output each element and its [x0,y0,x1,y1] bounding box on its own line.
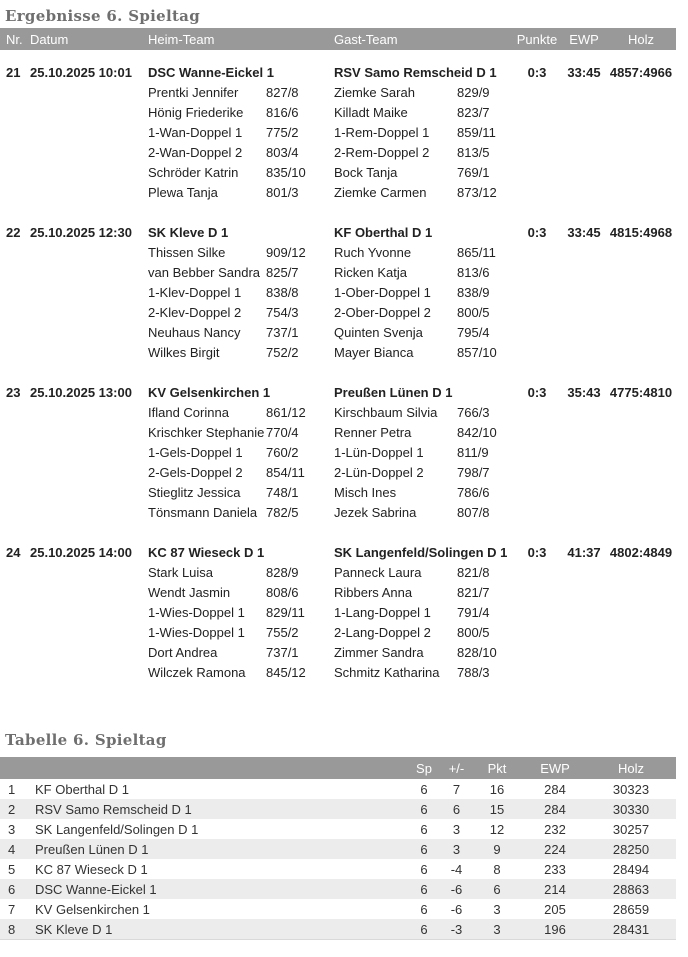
col-header-pkt: Pkt [487,760,507,776]
player-row [0,582,676,602]
home-player-score: 803/4 [266,144,299,160]
match-summary-row [0,382,676,402]
guest-player-name: 2-Lün-Doppel 2 [334,464,424,480]
home-player-name: van Bebber Sandra [148,264,261,280]
match-ewp: 35:43 [567,384,601,400]
guest-player-name: Killadt Maike [334,104,408,120]
guest-player-score: 769/1 [457,164,490,180]
guest-player-name: Renner Petra [334,424,412,440]
standings-holz: 28494 [612,861,650,877]
home-player-name: Neuhaus Nancy [148,324,241,340]
home-player-score: 755/2 [266,624,299,640]
standings-sp: 6 [420,861,428,877]
guest-player-name: Jezek Sabrina [334,504,417,520]
guest-player-score: 857/10 [457,344,497,360]
standings-holz: 28250 [612,841,650,857]
col-header-heim: Heim-Team [148,31,215,47]
guest-player-name: Schmitz Katharina [334,664,440,680]
player-row [0,462,676,482]
match-nr: 24 [6,544,21,560]
col-header-ewp2: EWP [540,760,570,776]
player-row [0,442,676,462]
guest-player-score: 795/4 [457,324,490,340]
standings-plusminus: 3 [452,821,461,837]
standings-pkt: 3 [493,901,501,917]
standings-rank: 6 [8,881,16,897]
standings-holz: 30323 [612,781,650,797]
guest-player-score: 807/8 [457,504,490,520]
guest-player-name: Ruch Yvonne [334,244,412,260]
guest-player-name: 1-Rem-Doppel 1 [334,124,430,140]
home-player-score: 760/2 [266,444,299,460]
player-row [0,622,676,642]
standings-holz: 30330 [612,801,650,817]
home-player-score: 754/3 [266,304,299,320]
player-row [0,422,676,442]
standings-pkt: 16 [489,781,505,797]
guest-player-name: Quinten Svenja [334,324,423,340]
home-player-name: Prentki Jennifer [148,84,239,100]
standings-pkt: 8 [493,861,501,877]
guest-player-score: 811/9 [457,444,489,460]
standings-rank: 5 [8,861,16,877]
standings-body [0,779,676,940]
results-title: Ergebnisse 6. Spieltag [5,7,200,25]
standings-row [0,899,676,919]
home-player-score: 829/11 [266,604,305,620]
home-player-score: 782/5 [266,504,299,520]
match-summary-row [0,62,676,82]
standings-ewp: 196 [544,921,566,937]
guest-player-score: 791/4 [457,604,490,620]
player-row [0,342,676,362]
home-player-name: Wilczek Ramona [148,664,246,680]
standings-team: KF Oberthal D 1 [35,781,129,797]
player-row [0,102,676,122]
standings-pkt: 9 [493,841,501,857]
col-header-plusminus: +/- [448,760,465,776]
player-row [0,562,676,582]
home-player-name: 1-Wan-Doppel 1 [148,124,243,140]
player-row [0,642,676,662]
standings-team: DSC Wanne-Eickel 1 [35,881,157,897]
standings-row [0,819,676,839]
guest-player-score: 821/7 [457,584,490,600]
match-date: 25.10.2025 12:30 [30,224,132,240]
player-row [0,142,676,162]
home-player-name: 1-Wies-Doppel 1 [148,604,245,620]
home-player-score: 808/6 [266,584,299,600]
player-row [0,662,676,682]
player-row [0,242,676,262]
match-ewp: 33:45 [567,64,601,80]
guest-player-name: Ricken Katja [334,264,407,280]
guest-player-score: 829/9 [457,84,490,100]
guest-player-name: Bock Tanja [334,164,398,180]
standings-team: RSV Samo Remscheid D 1 [35,801,192,817]
results-table-header [0,28,676,50]
player-row [0,162,676,182]
guest-team-name: KF Oberthal D 1 [334,224,433,240]
player-row [0,262,676,282]
standings-rank: 1 [8,781,16,797]
guest-player-name: 2-Ober-Doppel 2 [334,304,431,320]
standings-plusminus: -4 [450,861,463,877]
standings-ewp: 205 [544,901,566,917]
home-player-name: Plewa Tanja [148,184,218,200]
standings-plusminus: -6 [450,881,463,897]
home-player-score: 801/3 [266,184,299,200]
match-players [0,82,688,202]
guest-player-score: 865/11 [457,244,496,260]
guest-player-score: 828/10 [457,644,497,660]
match-summary-row [0,222,676,242]
home-player-score: 827/8 [266,84,299,100]
home-player-name: Ifland Corinna [148,404,229,420]
standings-team: SK Langenfeld/Solingen D 1 [35,821,199,837]
standings-team: SK Kleve D 1 [35,921,113,937]
home-player-score: 748/1 [266,484,299,500]
guest-team-name: RSV Samo Remscheid D 1 [334,64,497,80]
guest-player-score: 859/11 [457,124,496,140]
guest-player-score: 821/8 [457,564,490,580]
standings-row [0,799,676,819]
guest-player-name: 1-Lang-Doppel 1 [334,604,431,620]
player-row [0,282,676,302]
col-header-punkte: Punkte [516,31,558,47]
home-team-name: KC 87 Wieseck D 1 [148,544,265,560]
home-player-name: 1-Klev-Doppel 1 [148,284,242,300]
guest-player-name: Kirschbaum Silvia [334,404,438,420]
match-holz: 4802:4849 [609,544,673,560]
standings-rank: 2 [8,801,16,817]
player-row [0,302,676,322]
guest-player-score: 788/3 [457,664,490,680]
match-nr: 23 [6,384,21,400]
standings-sp: 6 [420,821,428,837]
standings-ewp: 284 [544,781,566,797]
home-player-score: 854/11 [266,464,305,480]
match-players [0,242,688,362]
standings-sp: 6 [420,841,428,857]
guest-player-score: 813/6 [457,264,490,280]
guest-player-score: 798/7 [457,464,490,480]
standings-rank: 8 [8,921,16,937]
standings-plusminus: -6 [450,901,463,917]
guest-player-name: Ziemke Carmen [334,184,427,200]
match-holz: 4775:4810 [609,384,673,400]
col-header-nr: Nr. [6,31,23,47]
match-block [0,62,688,202]
standings-plusminus: 6 [452,801,461,817]
standings-title: Tabelle 6. Spieltag [5,731,167,749]
match-block [0,222,688,362]
standings-ewp: 214 [544,881,566,897]
guest-player-score: 786/6 [457,484,490,500]
guest-player-name: Misch Ines [334,484,397,500]
standings-pkt: 3 [493,921,501,937]
guest-player-name: Ribbers Anna [334,584,413,600]
home-player-score: 835/10 [266,164,306,180]
col-header-ewp: EWP [569,31,599,47]
home-player-score: 861/12 [266,404,306,420]
home-player-name: 1-Gels-Doppel 1 [148,444,243,460]
guest-player-name: 1-Lün-Doppel 1 [334,444,424,460]
standings-team: KC 87 Wieseck D 1 [35,861,148,877]
standings-sp: 6 [420,901,428,917]
standings-pkt: 6 [493,881,501,897]
guest-team-name: Preußen Lünen D 1 [334,384,453,400]
standings-holz: 28863 [612,881,650,897]
standings-row [0,919,676,939]
standings-row [0,779,676,799]
standings-sp: 6 [420,881,428,897]
home-player-name: Schröder Katrin [148,164,239,180]
standings-row [0,879,676,899]
standings-ewp: 232 [544,821,566,837]
guest-player-score: 766/3 [457,404,490,420]
match-players [0,402,688,522]
match-date: 25.10.2025 13:00 [30,384,132,400]
standings-team: Preußen Lünen D 1 [35,841,149,857]
standings-holz: 28431 [612,921,650,937]
player-row [0,502,676,522]
home-player-name: Krischker Stephanie [148,424,265,440]
standings-table-header [0,757,676,779]
guest-player-score: 873/12 [457,184,497,200]
guest-player-score: 842/10 [457,424,497,440]
home-player-name: Wendt Jasmin [148,584,231,600]
guest-player-score: 800/5 [457,624,490,640]
match-points: 0:3 [527,224,547,240]
home-player-score: 828/9 [266,564,299,580]
match-points: 0:3 [527,384,547,400]
home-team-name: SK Kleve D 1 [148,224,229,240]
col-header-holz: Holz [627,31,654,47]
match-date: 25.10.2025 10:01 [30,64,132,80]
home-player-name: 1-Wies-Doppel 1 [148,624,245,640]
home-player-name: Tönsmann Daniela [148,504,258,520]
home-player-score: 816/6 [266,104,299,120]
player-row [0,602,676,622]
standings-pkt: 12 [489,821,505,837]
guest-player-name: Zimmer Sandra [334,644,424,660]
match-summary-row [0,542,676,562]
standings-plusminus: 3 [452,841,461,857]
home-player-name: 2-Klev-Doppel 2 [148,304,242,320]
home-player-score: 775/2 [266,124,299,140]
match-holz: 4815:4968 [609,224,673,240]
match-ewp: 33:45 [567,224,601,240]
standings-pkt: 15 [489,801,505,817]
home-player-score: 770/4 [266,424,299,440]
home-player-score: 825/7 [266,264,299,280]
home-player-score: 909/12 [266,244,306,260]
standings-ewp: 224 [544,841,566,857]
standings-ewp: 233 [544,861,566,877]
standings-holz: 28659 [612,901,650,917]
match-points: 0:3 [527,544,547,560]
guest-player-score: 813/5 [457,144,490,160]
player-row [0,122,676,142]
home-player-score: 737/1 [266,644,299,660]
standings-rank: 4 [8,841,16,857]
match-holz: 4857:4966 [609,64,673,80]
standings-holz: 30257 [612,821,650,837]
player-row [0,82,676,102]
home-player-name: Hönig Friederike [148,104,244,120]
standings-rank: 3 [8,821,16,837]
standings-row [0,859,676,879]
standings-sp: 6 [420,801,428,817]
match-block [0,382,688,522]
standings-sp: 6 [420,921,428,937]
col-header-sp: Sp [416,760,432,776]
player-row [0,182,676,202]
guest-player-name: 2-Rem-Doppel 2 [334,144,430,160]
col-header-holz2: Holz [617,760,644,776]
guest-player-name: Ziemke Sarah [334,84,415,100]
home-player-score: 737/1 [266,324,299,340]
results-body [0,62,688,682]
home-player-name: Dort Andrea [148,644,218,660]
home-player-name: Wilkes Birgit [148,344,220,360]
match-nr: 22 [6,224,21,240]
match-date: 25.10.2025 14:00 [30,544,132,560]
home-player-score: 845/12 [266,664,306,680]
guest-player-name: Panneck Laura [334,564,422,580]
standings-sp: 6 [420,781,428,797]
standings-rank: 7 [8,901,16,917]
home-player-name: Stieglitz Jessica [148,484,241,500]
guest-player-score: 838/9 [457,284,490,300]
match-nr: 21 [6,64,21,80]
guest-team-name: SK Langenfeld/Solingen D 1 [334,544,508,560]
home-player-name: 2-Gels-Doppel 2 [148,464,243,480]
match-players [0,562,688,682]
guest-player-name: 2-Lang-Doppel 2 [334,624,431,640]
guest-player-name: Mayer Bianca [334,344,414,360]
guest-player-name: 1-Ober-Doppel 1 [334,284,431,300]
home-player-name: Thissen Silke [148,244,226,260]
match-block [0,542,688,682]
home-team-name: KV Gelsenkirchen 1 [148,384,271,400]
home-player-name: 2-Wan-Doppel 2 [148,144,243,160]
home-team-name: DSC Wanne-Eickel 1 [148,64,274,80]
standings-team: KV Gelsenkirchen 1 [35,901,150,917]
standings-plusminus: -3 [450,921,463,937]
guest-player-score: 800/5 [457,304,490,320]
standings-ewp: 284 [544,801,566,817]
player-row [0,402,676,422]
col-header-datum: Datum [30,31,69,47]
home-player-score: 752/2 [266,344,299,360]
guest-player-score: 823/7 [457,104,490,120]
standings-row [0,839,676,859]
player-row [0,322,676,342]
home-player-name: Stark Luisa [148,564,214,580]
player-row [0,482,676,502]
col-header-gast: Gast-Team [334,31,398,47]
match-ewp: 41:37 [567,544,601,560]
match-points: 0:3 [527,64,547,80]
standings-plusminus: 7 [452,781,461,797]
home-player-score: 838/8 [266,284,299,300]
